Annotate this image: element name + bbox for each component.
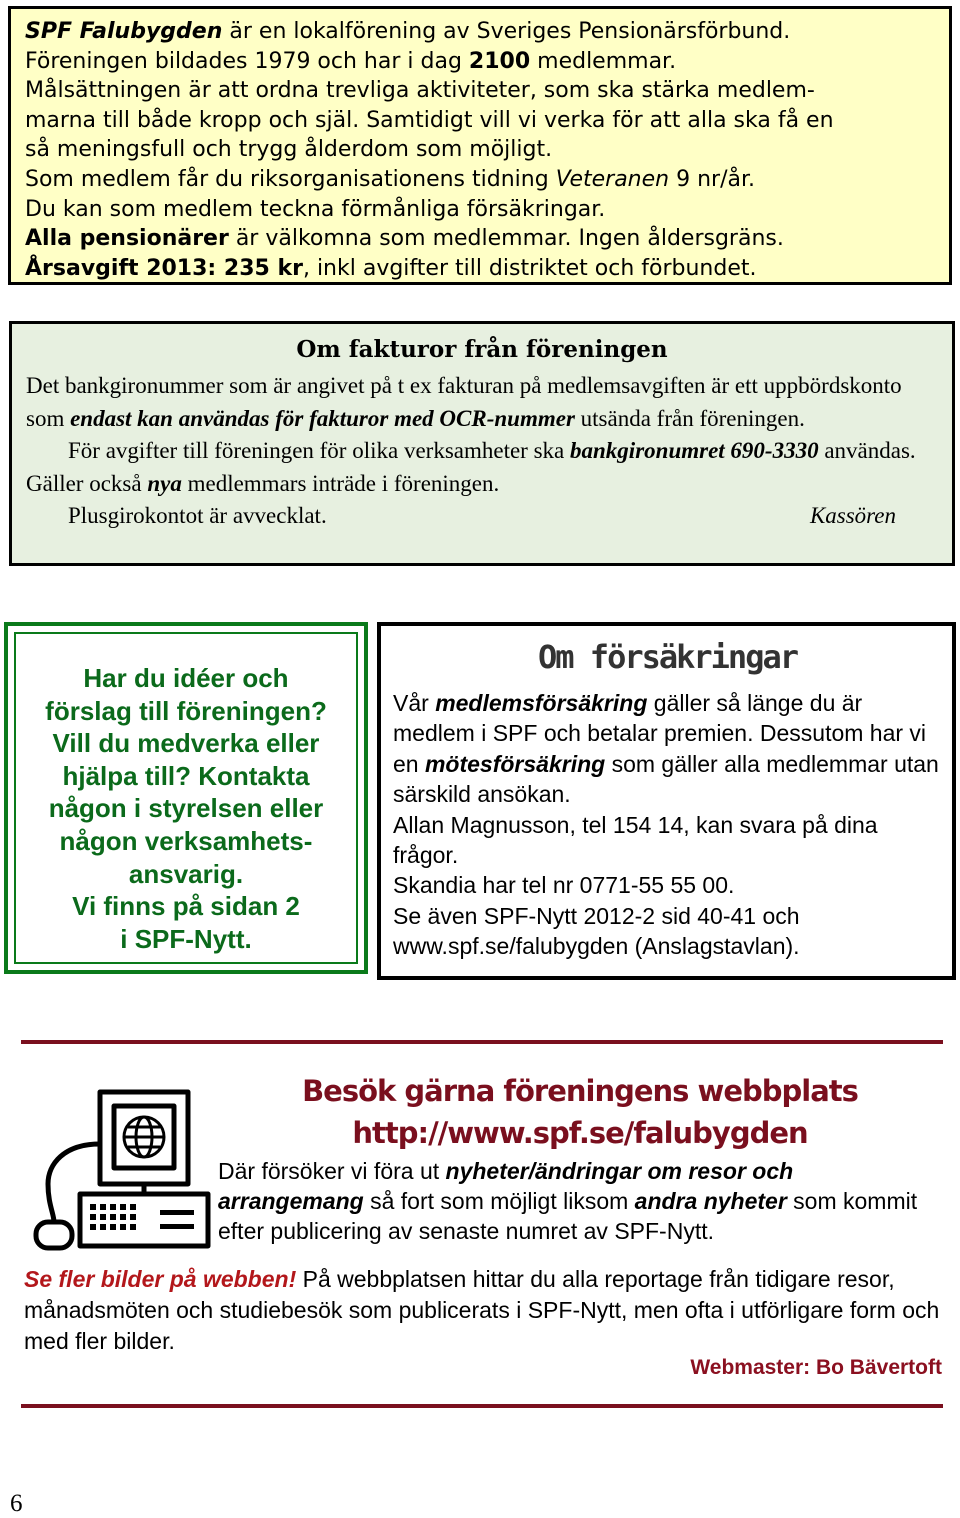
invoice-paragraph — [26, 435, 938, 500]
ideas-line: i SPF-Nytt. — [120, 923, 252, 954]
intro-text: är välkomna som medlemmar. Ingen åldersgräns. — [228, 226, 784, 252]
invoice-paragraph — [26, 370, 938, 435]
web-text: så fort som möjligt liksom — [363, 1188, 635, 1214]
intro-text: Som medlem får du riksorganisationens tidning — [25, 166, 556, 192]
ideas-line: hjälpa till? Kontakta — [62, 760, 310, 791]
invoice-text: användas. Gäller också — [26, 438, 916, 496]
ideas-line: Vi finns på sidan 2 — [72, 891, 300, 922]
web-emphasis: nyheter/ändringar om resor och arrangemang — [218, 1158, 794, 1214]
ideas-line: förslag till föreningen? — [45, 695, 327, 726]
intro-line — [25, 165, 935, 195]
intro-line: marna till både kropp och själ. Samtidigt vill vi verka för att alla ska få en — [25, 107, 834, 133]
more-pictures-callout: Se fler bilder på webben! — [24, 1266, 297, 1292]
insurance-paragraph: Skandia har tel nr 0771-55 55 00. — [393, 872, 735, 899]
invoice-text: Det bankgironummer som är angivet på t ex fakturan på medlemsavgiften är ett uppbördskonto som — [26, 373, 902, 431]
webmaster-credit: Webmaster: Bo Bävertoft — [690, 1356, 942, 1379]
ideas-box — [4, 622, 368, 974]
intro-text: , inkl avgifter till distriktet och förbundet. — [302, 255, 757, 281]
invoice-text: Plusgirokontot är avvecklat. — [68, 503, 327, 529]
intro-line — [25, 224, 935, 254]
web-title: Besök gärna föreningens webbplats — [302, 1074, 858, 1108]
invoice-emphasis: nya — [147, 470, 182, 496]
invoice-heading: Om fakturor från föreningen — [296, 336, 668, 363]
insurance-paragraph: Se även SPF-Nytt 2012-2 sid 40-41 och www.spf.se/falubygden (Anslagstavlan). — [393, 902, 800, 960]
intro-text: medlemmar. — [530, 48, 677, 74]
insurance-box — [377, 622, 956, 980]
member-count: 2100 — [468, 48, 531, 74]
invoice-paragraph — [26, 500, 938, 533]
ideas-line: ansvarig. — [128, 858, 244, 889]
annual-fee: Årsavgift 2013: 235 kr — [25, 255, 303, 281]
ideas-line: Har du idéer och — [83, 663, 289, 693]
more-pictures-text: På webbplatsen hittar du alla reportage från tidigare resor, månadsmöten och studiebesök som publicerats i SPF-Nytt, men ofta i utförligare form och med fler bilder. — [24, 1266, 940, 1354]
insurance-text: Vår — [393, 690, 436, 716]
insurance-paragraph — [393, 688, 942, 810]
intro-line: så meningsfull och trygg ålderdom som möjligt. — [25, 137, 553, 163]
ideas-text — [45, 662, 327, 955]
invoice-text: medlemmars inträde i föreningen. — [181, 470, 500, 496]
web-url[interactable]: http://www.spf.se/falubygden — [352, 1116, 808, 1150]
intro-line — [25, 254, 935, 284]
intro-line: Du kan som medlem teckna förmånliga försäkringar. — [25, 196, 606, 222]
web-text: Där försöker vi föra ut — [218, 1158, 446, 1184]
ideas-line: någon i styrelsen eller — [48, 793, 324, 824]
insurance-text: gäller så länge du är medlem i SPF och betalar premien. Dessutom har vi en — [393, 690, 927, 777]
ideas-line: Vill du medverka eller — [52, 728, 320, 759]
intro-text: Föreningen bildades 1979 och har i dag — [25, 48, 469, 74]
insurance-emphasis: mötesförsäkring — [424, 750, 606, 777]
intro-box — [8, 6, 952, 285]
insurance-emphasis: medlemsförsäkring — [435, 690, 648, 716]
web-description — [218, 1156, 943, 1246]
insurance-text: som gäller alla medlemmar utan särskild ansökan. — [393, 750, 939, 808]
intro-bold: Alla pensionärer — [25, 226, 229, 252]
invoice-text: För avgifter till föreningen för olika verksamheter ska — [68, 438, 571, 464]
intro-line — [25, 47, 935, 77]
invoice-text: utsända från föreningen. — [574, 405, 805, 431]
intro-text: är en lokalförening av Sveriges Pensionärsförbund. — [222, 19, 791, 44]
magazine-name: Veteranen — [555, 166, 670, 192]
invoice-box — [9, 321, 955, 566]
more-pictures-paragraph — [24, 1264, 944, 1357]
intro-line: Målsättningen är att ordna trevliga aktiviteter, som ska stärka medlem- — [25, 78, 815, 104]
web-emphasis: andra nyheter — [634, 1188, 787, 1214]
ideas-inner-frame — [14, 632, 358, 964]
insurance-paragraph: Allan Magnusson, tel 154 14, kan svara på dina frågor. — [393, 811, 878, 869]
signature: Kassören — [809, 503, 896, 529]
insurance-title: Om försäkringar — [538, 638, 797, 676]
intro-text: 9 nr/år. — [669, 166, 755, 192]
divider-top — [21, 1040, 943, 1044]
invoice-emphasis: endast kan användas för fakturor med OCR-nummer — [70, 405, 575, 431]
web-text: som kommit efter publicering av senaste numret av SPF-Nytt. — [218, 1188, 918, 1244]
page-number: 6 — [10, 1490, 23, 1517]
computer-icon — [24, 1084, 214, 1254]
association-name: SPF Falubygden — [25, 19, 223, 44]
divider-bottom — [21, 1404, 943, 1408]
intro-line — [25, 17, 935, 47]
bankgiro-number: bankgironumret 690-3330 — [570, 438, 819, 464]
ideas-line: någon verksamhets- — [59, 825, 313, 856]
